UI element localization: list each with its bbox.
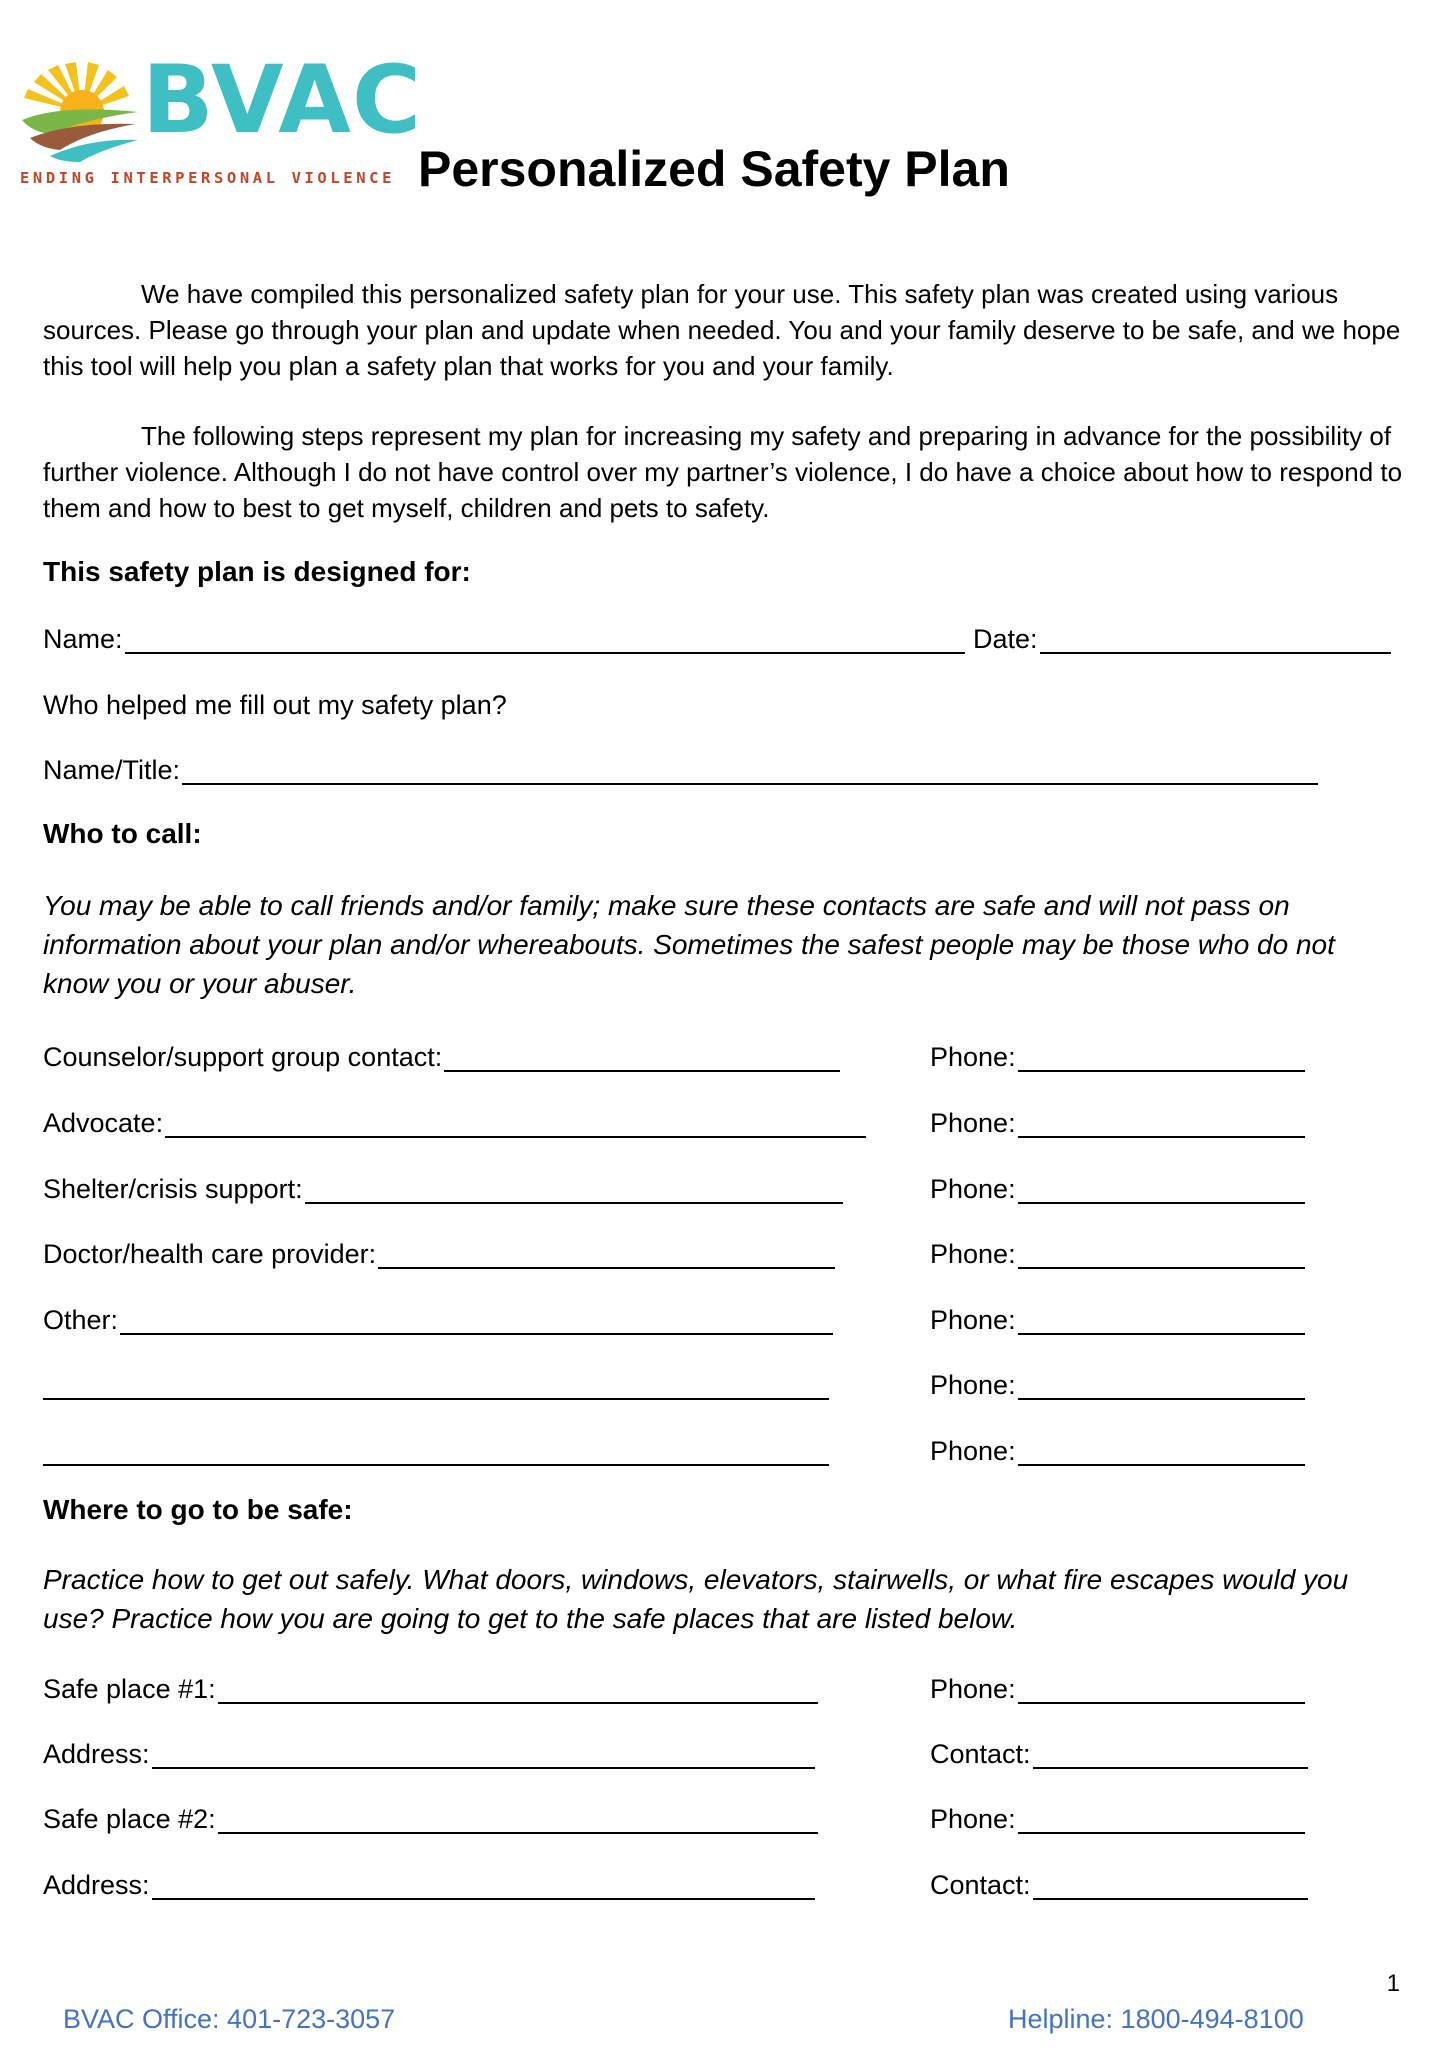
shelter-phone-field[interactable] xyxy=(930,1170,1305,1204)
advocate-phone-line[interactable] xyxy=(1018,1110,1305,1138)
address-1-field[interactable] xyxy=(43,1735,815,1769)
date-label: Date: xyxy=(973,624,1038,654)
doctor-phone-line[interactable] xyxy=(1018,1241,1305,1269)
shelter-line[interactable] xyxy=(305,1176,843,1204)
address-2-field[interactable] xyxy=(43,1866,815,1900)
logo-wordmark: BVAC xyxy=(142,46,422,155)
date-line[interactable] xyxy=(1040,626,1391,654)
contact-2-field[interactable] xyxy=(930,1866,1308,1900)
page-title: Personalized Safety Plan xyxy=(418,141,1010,197)
sunrise-logo-icon xyxy=(20,62,150,162)
safe-place-1-phone-line[interactable] xyxy=(1018,1676,1305,1704)
extra-contact-field-2[interactable] xyxy=(43,1432,829,1466)
logo-tagline: ENDING INTERPERSONAL VIOLENCE xyxy=(20,169,396,187)
name-field[interactable] xyxy=(43,620,965,654)
intro-paragraph-1 xyxy=(43,276,1403,384)
advocate-line[interactable] xyxy=(165,1110,866,1138)
contact-1-field[interactable] xyxy=(930,1735,1308,1769)
counselor-contact-label: Counselor/support group contact: xyxy=(43,1042,443,1072)
advocate-phone-field[interactable] xyxy=(930,1104,1305,1138)
phone-label: Phone: xyxy=(930,1804,1016,1834)
name-line[interactable] xyxy=(125,626,965,654)
helper-question-text: Who helped me fill out my safety plan? xyxy=(43,690,507,720)
phone-label: Phone: xyxy=(930,1239,1016,1269)
safe-place-1-phone-field[interactable] xyxy=(930,1670,1305,1704)
contact-label: Contact: xyxy=(930,1870,1031,1900)
safe-place-1-label: Safe place #1: xyxy=(43,1674,216,1704)
address-2-line[interactable] xyxy=(152,1872,815,1900)
name-label: Name: xyxy=(43,624,123,654)
phone-label: Phone: xyxy=(930,1305,1016,1335)
bvac-logo xyxy=(20,46,422,192)
shelter-phone-line[interactable] xyxy=(1018,1176,1305,1204)
safe-place-2-field[interactable] xyxy=(43,1800,818,1834)
extra-phone-field-2[interactable] xyxy=(930,1432,1305,1466)
other-contact-field[interactable] xyxy=(43,1301,833,1335)
doctor-field[interactable] xyxy=(43,1235,835,1269)
who-to-call-note: You may be able to call friends and/or family; make sure these contacts are safe and will not pass on information about your plan and/or whereabouts. Sometimes the safest people may be those who do not know you or your abuser. xyxy=(43,890,1335,999)
other-phone-field[interactable] xyxy=(930,1301,1305,1335)
shelter-label: Shelter/crisis support: xyxy=(43,1174,303,1204)
extra-contact-line-2[interactable] xyxy=(43,1438,829,1466)
designed-for-heading: This safety plan is designed for: xyxy=(43,556,471,587)
safe-place-1-line[interactable] xyxy=(218,1676,818,1704)
page-number: 1 xyxy=(1386,1970,1400,1997)
advocate-label: Advocate: xyxy=(43,1108,164,1138)
contact-2-line[interactable] xyxy=(1033,1872,1308,1900)
extra-phone-line-2[interactable] xyxy=(1018,1438,1305,1466)
other-contact-label: Other: xyxy=(43,1305,119,1335)
address-2-label: Address: xyxy=(43,1870,150,1900)
other-contact-line[interactable] xyxy=(120,1307,833,1335)
extra-contact-line-1[interactable] xyxy=(43,1372,829,1400)
extra-phone-line-1[interactable] xyxy=(1018,1372,1305,1400)
footer-helpline: Helpline: 1800-494-8100 xyxy=(1008,2004,1304,2034)
doctor-phone-field[interactable] xyxy=(930,1235,1305,1269)
phone-label: Phone: xyxy=(930,1174,1016,1204)
counselor-contact-field[interactable] xyxy=(43,1038,840,1072)
phone-label: Phone: xyxy=(930,1436,1016,1466)
helper-question xyxy=(43,686,943,720)
safe-place-2-line[interactable] xyxy=(218,1806,818,1834)
phone-label: Phone: xyxy=(930,1108,1016,1138)
intro-paragraph-1-text: We have compiled this personalized safety plan for your use. This safety plan was created using various sources. Please go through your plan and update when needed. You and your family deserve to be safe, and we hope this tool will help you plan a safety plan that works for you and your family. xyxy=(43,279,1401,381)
footer-office-phone: BVAC Office: 401-723-3057 xyxy=(63,2004,396,2034)
name-title-label: Name/Title: xyxy=(43,755,181,785)
advocate-field[interactable] xyxy=(43,1104,866,1138)
counselor-phone-field[interactable] xyxy=(930,1038,1305,1072)
other-phone-line[interactable] xyxy=(1018,1307,1305,1335)
contact-label: Contact: xyxy=(930,1739,1031,1769)
counselor-phone-line[interactable] xyxy=(1018,1044,1305,1072)
address-1-label: Address: xyxy=(43,1739,150,1769)
safe-place-2-label: Safe place #2: xyxy=(43,1804,216,1834)
shelter-field[interactable] xyxy=(43,1170,843,1204)
safe-place-2-phone-line[interactable] xyxy=(1018,1806,1305,1834)
phone-label: Phone: xyxy=(930,1674,1016,1704)
date-field[interactable] xyxy=(973,620,1391,654)
name-title-line[interactable] xyxy=(182,757,1318,785)
who-to-call-heading: Who to call: xyxy=(43,818,202,849)
intro-paragraph-2-text: The following steps represent my plan for increasing my safety and preparing in advance for the possibility of further violence. Although I do not have control over my partner’s violence, I do have a choice about how to respond to them and how to best to get myself, children and pets to safety. xyxy=(43,421,1403,523)
intro-paragraph-2 xyxy=(43,418,1403,526)
safe-place-2-phone-field[interactable] xyxy=(930,1800,1305,1834)
where-to-go-note: Practice how to get out safely. What doors, windows, elevators, stairwells, or what fire escapes would you use? Practice how you are going to get to the safe places that are listed below. xyxy=(43,1564,1349,1634)
address-1-line[interactable] xyxy=(152,1741,815,1769)
name-title-field[interactable] xyxy=(43,751,1318,785)
phone-label: Phone: xyxy=(930,1370,1016,1400)
contact-1-line[interactable] xyxy=(1033,1741,1308,1769)
counselor-contact-line[interactable] xyxy=(444,1044,840,1072)
doctor-label: Doctor/health care provider: xyxy=(43,1239,377,1269)
extra-phone-field-1[interactable] xyxy=(930,1366,1305,1400)
safe-place-1-field[interactable] xyxy=(43,1670,818,1704)
extra-contact-field-1[interactable] xyxy=(43,1366,829,1400)
where-to-go-heading: Where to go to be safe: xyxy=(43,1494,353,1525)
phone-label: Phone: xyxy=(930,1042,1016,1072)
doctor-line[interactable] xyxy=(378,1241,835,1269)
